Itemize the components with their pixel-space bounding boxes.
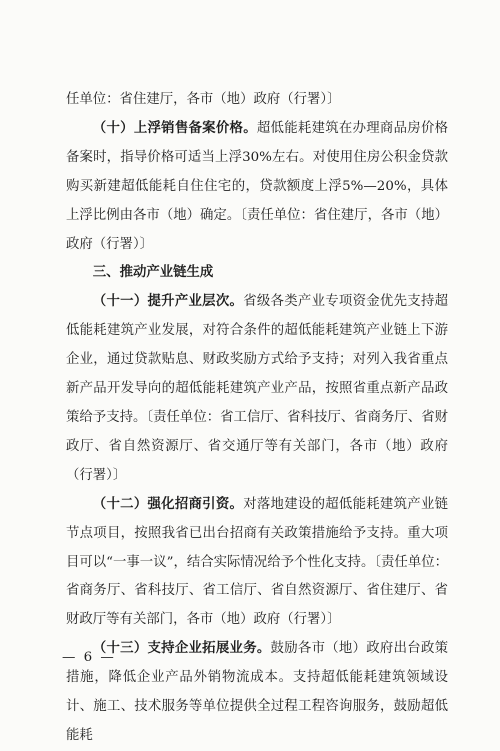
paragraph-text: 超低能耗建筑在办理商品房价格备案时，指导价格可适当上浮30%左右。对使用住房公积金贷款购买新建超低能耗自住住宅的，贷款额度上浮5%—20%，具体上浮比例由各市（地）确定。〔责任单位：省住建厅，各市（地）政府（行署）〕 — [66, 120, 449, 252]
section-heading: 三、推动产业链生成 — [92, 265, 214, 281]
paragraph-continuation — [66, 86, 448, 115]
item-lead: （十一）提升产业层次。 — [92, 294, 244, 310]
page-number: — 6 — — [62, 650, 116, 665]
paragraph-item-11 — [66, 288, 448, 490]
paragraph-text: 省级各类产业专项资金优先支持超低能耗建筑产业发展，对符合条件的超低能耗建筑产业链上下游企业，通过贷款贴息、财政奖励方式给予支持；对列入我省重点新产品开发导向的超低能耗建筑产业产品，按照省重点新产品政策给予支持。〔责任单位：省工信厅、省科技厅、省商务厅、省财政厅、省自然资源厅、省交通厅等有关部门，各市（地）政府（行署）〕 — [66, 294, 449, 483]
document-body — [66, 86, 448, 751]
item-lead: （十二）强化招商引资。 — [92, 496, 244, 512]
paragraph-item-10 — [66, 115, 448, 260]
paragraph-item-13 — [66, 635, 448, 751]
paragraph-text: 对落地建设的超低能耗建筑产业链节点项目，按照我省已出台招商有关政策措施给予支持。重大项目可以“一事一议”，结合实际情况给予个性化支持。〔责任单位：省商务厅、省科技厅、省工信厅、省自然资源厅、省住建厅、省财政厅等有关部门，各市（地）政府（行署）〕 — [66, 496, 449, 628]
item-lead: （十）上浮销售备案价格。 — [92, 120, 257, 136]
paragraph-text: 任单位：省住建厅，各市（地）政府（行署）〕 — [66, 92, 341, 107]
item-lead: （十三）支持企业拓展业务。 — [92, 641, 271, 657]
paragraph-text: 鼓励各市（地）政府出台政策措施，降低企业产品外销物流成本。支持超低能耗建筑领域设计、施工、技术服务等单位提供全过程工程咨询服务，鼓励超低能耗 — [66, 641, 449, 743]
paragraph-item-12 — [66, 491, 448, 636]
